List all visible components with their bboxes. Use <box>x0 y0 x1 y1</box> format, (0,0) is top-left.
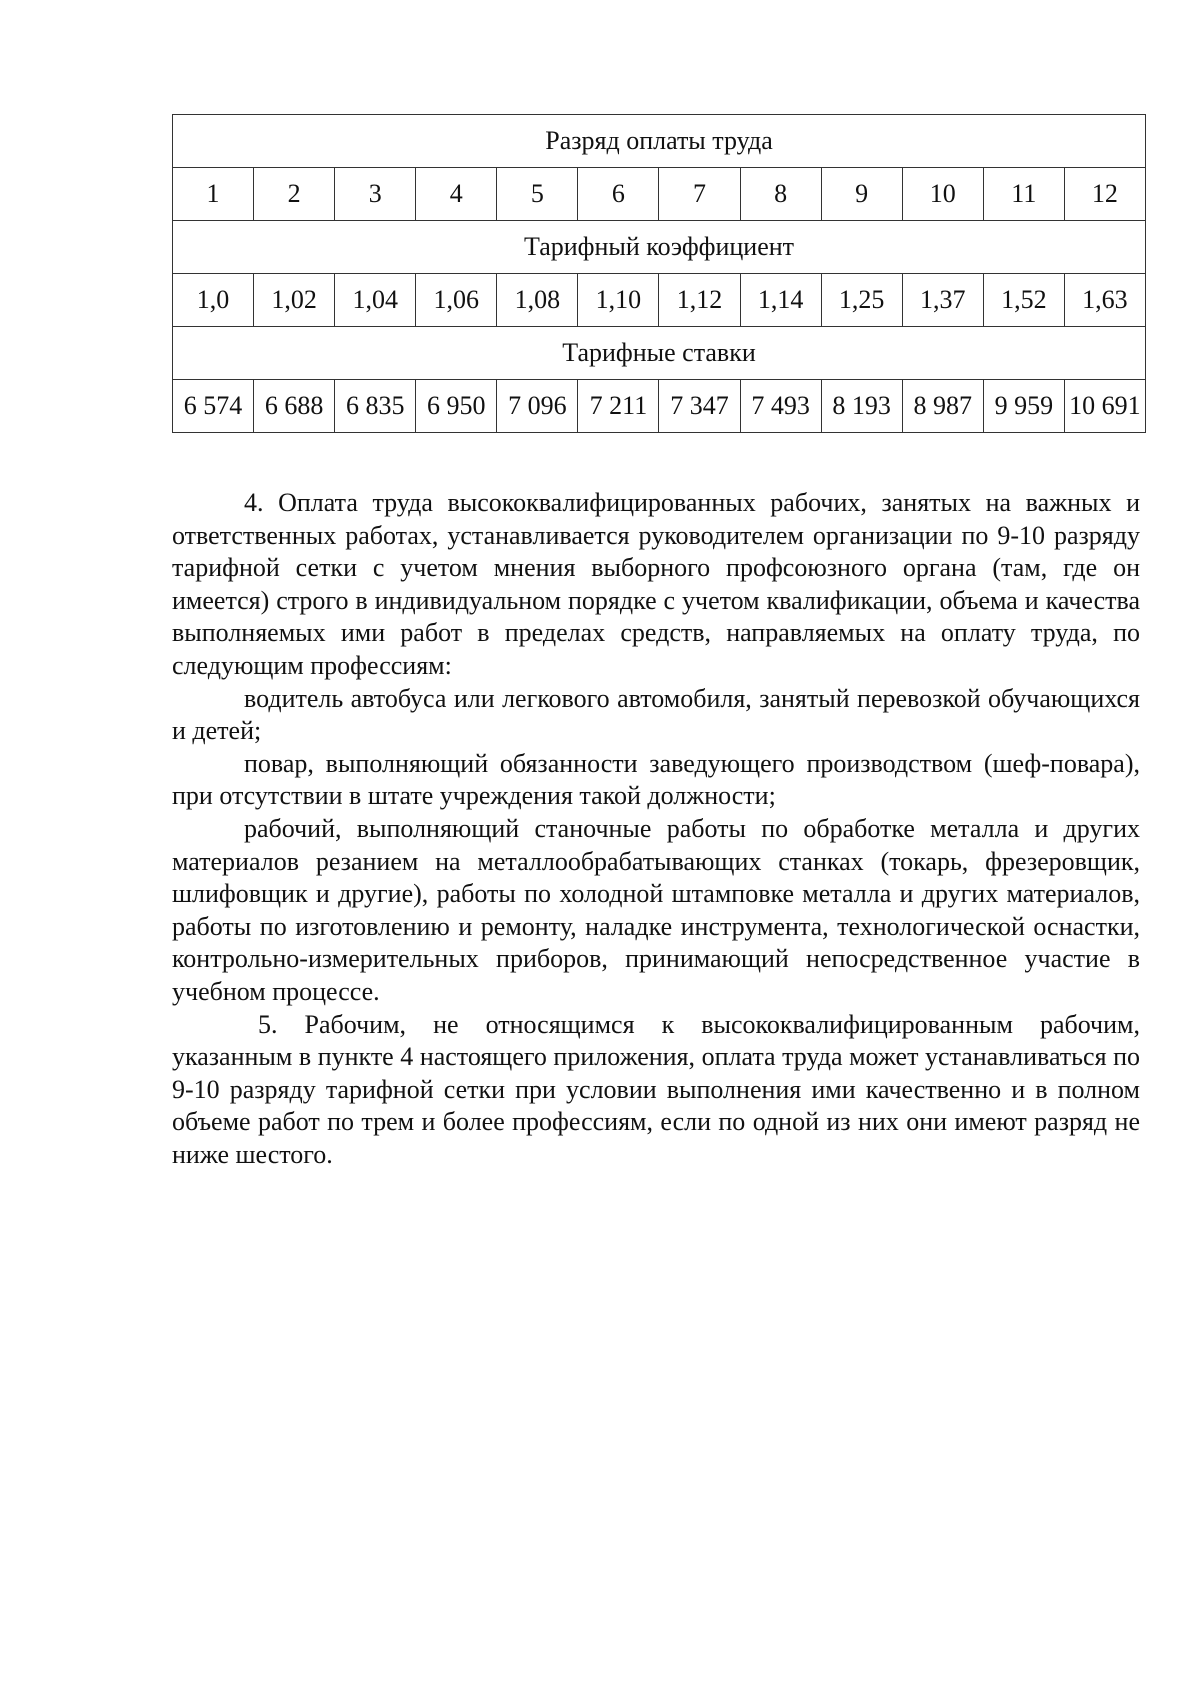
coef-cell: 1,0 <box>173 274 254 327</box>
rank-cell: 12 <box>1064 168 1145 221</box>
coef-cell: 1,06 <box>416 274 497 327</box>
coef-cell: 1,52 <box>983 274 1064 327</box>
rank-cell: 4 <box>416 168 497 221</box>
rank-header: Разряд оплаты труда <box>173 115 1146 168</box>
rank-cell: 2 <box>254 168 335 221</box>
rank-cell: 3 <box>335 168 416 221</box>
rate-cell: 6 688 <box>254 380 335 433</box>
coef-cell: 1,37 <box>902 274 983 327</box>
rate-cell: 6 835 <box>335 380 416 433</box>
rate-cell: 6 574 <box>173 380 254 433</box>
rate-cell: 8 193 <box>821 380 902 433</box>
coef-cell: 1,14 <box>740 274 821 327</box>
rank-cell: 9 <box>821 168 902 221</box>
rank-cell: 11 <box>983 168 1064 221</box>
rank-cell: 7 <box>659 168 740 221</box>
paragraph-5: 5. Рабочим, не относящимся к высококвалифицированным рабочим, указанным в пункте 4 настоящего приложения, оплата труда может устанавливаться по 9-10 разряду тарифной сетки при условии выполнения ими качественно и в полном объеме работ по трем и более профессиям, если по одной из них они имеют разряд не ниже шестого. <box>172 1009 1140 1169</box>
coef-cell: 1,25 <box>821 274 902 327</box>
coef-cell: 1,63 <box>1064 274 1145 327</box>
coef-cell: 1,12 <box>659 274 740 327</box>
rank-cell: 10 <box>902 168 983 221</box>
profession-item-driver: водитель автобуса или легкового автомобиля, занятый перевозкой обучающихся и детей; <box>172 683 1140 746</box>
profession-item-cook: повар, выполняющий обязанности заведующего производством (шеф-повара), при отсутствии в штате учреждения такой должности; <box>172 748 1140 811</box>
rank-header-row <box>173 115 1146 168</box>
rate-cell: 9 959 <box>983 380 1064 433</box>
rate-cell: 7 211 <box>578 380 659 433</box>
rates-header-row <box>173 327 1146 380</box>
body-text <box>172 487 1140 1171</box>
rate-cell: 7 347 <box>659 380 740 433</box>
tariff-table <box>172 114 1146 433</box>
rates-row <box>173 380 1146 433</box>
coef-header: Тарифный коэффициент <box>173 221 1146 274</box>
coef-row <box>173 274 1146 327</box>
coef-cell: 1,10 <box>578 274 659 327</box>
rates-header: Тарифные ставки <box>173 327 1146 380</box>
rank-cell: 8 <box>740 168 821 221</box>
coef-cell: 1,04 <box>335 274 416 327</box>
rate-cell: 6 950 <box>416 380 497 433</box>
rank-cell: 5 <box>497 168 578 221</box>
rank-cell: 1 <box>173 168 254 221</box>
rank-row <box>173 168 1146 221</box>
rate-cell: 10 691 <box>1064 380 1145 433</box>
coef-cell: 1,02 <box>254 274 335 327</box>
paragraph-4: 4. Оплата труда высококвалифицированных рабочих, занятых на важных и ответственных работах, устанавливается руководителем организации по 9-10 разряду тарифной сетки с учетом мнения выборного профсоюзного органа (там, где он имеется) строго в индивидуальном порядке с учетом квалификации, объема и качества выполняемых ими работ в пределах средств, направляемых на оплату труда, по следующим профессиям: <box>172 488 1140 680</box>
coef-header-row <box>173 221 1146 274</box>
rate-cell: 7 096 <box>497 380 578 433</box>
coef-cell: 1,08 <box>497 274 578 327</box>
rate-cell: 8 987 <box>902 380 983 433</box>
rate-cell: 7 493 <box>740 380 821 433</box>
rank-cell: 6 <box>578 168 659 221</box>
profession-item-machinist: рабочий, выполняющий станочные работы по обработке металла и других материалов резанием на металлообрабатывающих станках (токарь, фрезеровщик, шлифовщик и другие), работы по холодной штамповке металла и других материалов, работы по изготовлению и ремонту, наладке инструмента, технологической оснастки, контрольно-измерительных приборов, принимающий непосредственное участие в учебном процессе. <box>172 813 1140 1006</box>
